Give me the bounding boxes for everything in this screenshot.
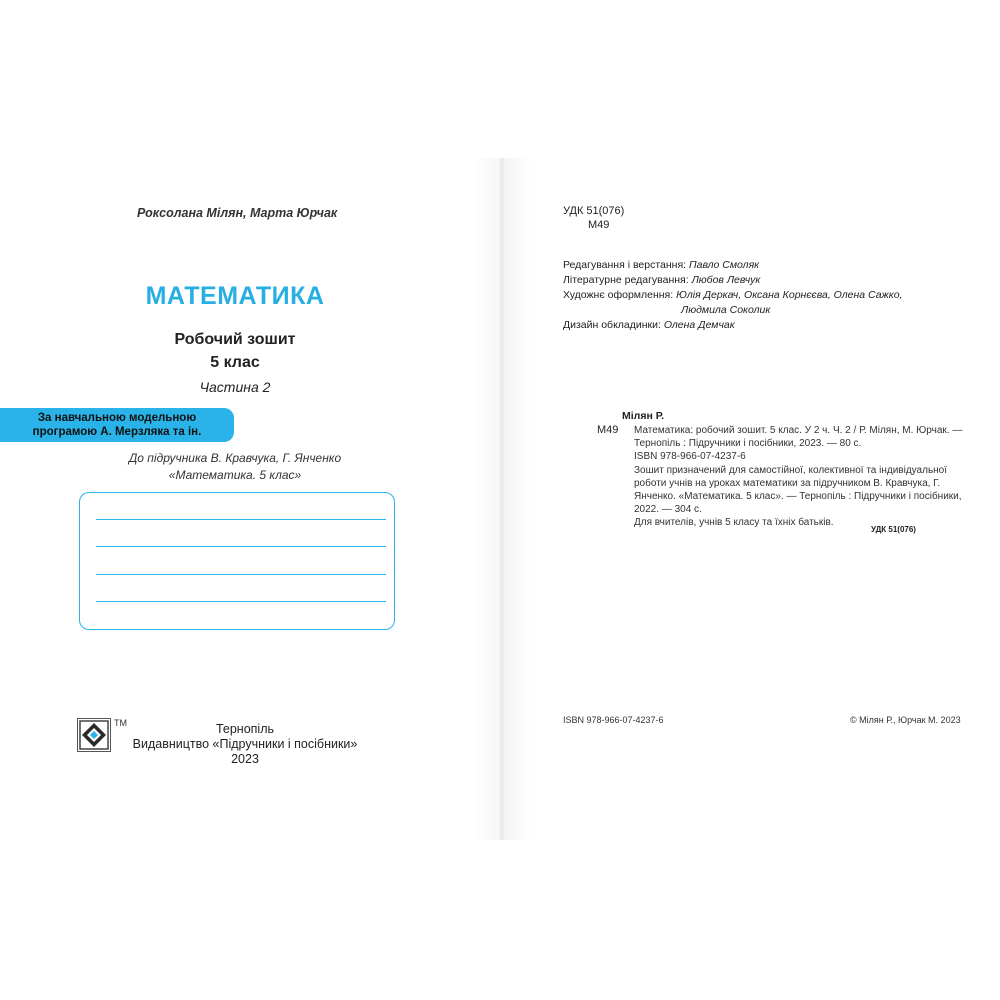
program-badge bbox=[0, 408, 234, 442]
credit-value: Павло Смоляк bbox=[689, 259, 760, 271]
grade-label: 5 клас bbox=[210, 354, 260, 371]
credit-row bbox=[563, 318, 983, 333]
left-page bbox=[0, 158, 498, 840]
catalog-card-body bbox=[622, 424, 967, 530]
isbn-footer: ISBN 978-966-07-4237-6 bbox=[563, 715, 664, 725]
credit-value: Людмила Соколик bbox=[681, 304, 771, 316]
catalog-card-annotation: Зошит призначений для самостійної, колективної та індивідуальної роботи учнів на уроках математики за підручником В. Кравчука, Г. Янченко. «Математика. 5 клас». — Тернопіль : Підручники і посібники, 2022. — 304 с. bbox=[634, 464, 962, 516]
credit-value: Любов Левчук bbox=[691, 274, 761, 286]
catalog-card-audience: Для вчителів, учнів 5 класу та їхніх батьків. bbox=[634, 517, 834, 529]
textbook-reference-line-2: «Математика. 5 клас» bbox=[168, 468, 302, 482]
credits-list bbox=[563, 258, 983, 333]
right-page bbox=[498, 158, 1000, 840]
book-title: МАТЕМАТИКА bbox=[145, 282, 325, 310]
program-badge-line-1: За навчальною модельною bbox=[37, 412, 197, 424]
credit-label: Дизайн обкладинки: bbox=[563, 319, 664, 331]
trademark-mark: TM bbox=[114, 718, 127, 728]
credit-value: Юлія Деркач, Оксана Корнєєва, Олена Сажко, bbox=[676, 289, 903, 301]
credit-row bbox=[563, 273, 983, 288]
name-line bbox=[96, 574, 386, 575]
copyright-footer: © Мілян Р., Юрчак М. 2023 bbox=[850, 715, 961, 725]
name-line bbox=[96, 546, 386, 547]
author-code: М49 bbox=[588, 219, 610, 231]
catalog-card-author: Мілян Р. bbox=[622, 410, 665, 422]
book-spread bbox=[0, 158, 1000, 840]
textbook-reference-line-1: До підручника В. Кравчука, Г. Янченко bbox=[128, 451, 342, 465]
credit-row bbox=[563, 303, 983, 318]
publisher-logo-icon bbox=[77, 718, 111, 752]
name-line bbox=[96, 601, 386, 602]
catalog-card-code: М49 bbox=[597, 424, 619, 436]
credit-label: Літературне редагування: bbox=[563, 274, 692, 286]
book-subtitle: Робочий зошит bbox=[174, 331, 296, 348]
credit-value: Олена Демчак bbox=[663, 319, 735, 331]
part-label: Частина 2 bbox=[199, 379, 271, 395]
publisher-city: Тернопіль bbox=[215, 722, 275, 736]
credit-label: Редагування і верстання: bbox=[563, 259, 689, 271]
catalog-card-description: Математика: робочий зошит. 5 клас. У 2 ч. Ч. 2 / Р. Мілян, М. Юрчак. — Тернопіль : Підручники і посібники, 2023. — 80 с. bbox=[634, 425, 963, 450]
publisher-name: Видавництво «Підручники і посібники» bbox=[132, 737, 358, 751]
credit-row bbox=[563, 258, 983, 273]
publisher-block bbox=[130, 722, 360, 767]
credit-row bbox=[563, 288, 983, 303]
credit-label: Художнє оформлення: bbox=[563, 289, 677, 301]
udk-code: УДК 51(076) bbox=[563, 205, 625, 217]
udk-header bbox=[563, 204, 624, 232]
name-line bbox=[96, 519, 386, 520]
catalog-card-udk: УДК 51(076) bbox=[871, 525, 916, 534]
catalog-card-isbn: ISBN 978-966-07-4237-6 bbox=[634, 451, 746, 463]
program-badge-line-2: програмою А. Мерзляка та ін. bbox=[32, 426, 202, 438]
authors: Роксолана Мілян, Марта Юрчак bbox=[137, 206, 338, 220]
student-name-box bbox=[79, 492, 395, 630]
publisher-year: 2023 bbox=[231, 752, 259, 766]
textbook-reference bbox=[60, 450, 410, 484]
